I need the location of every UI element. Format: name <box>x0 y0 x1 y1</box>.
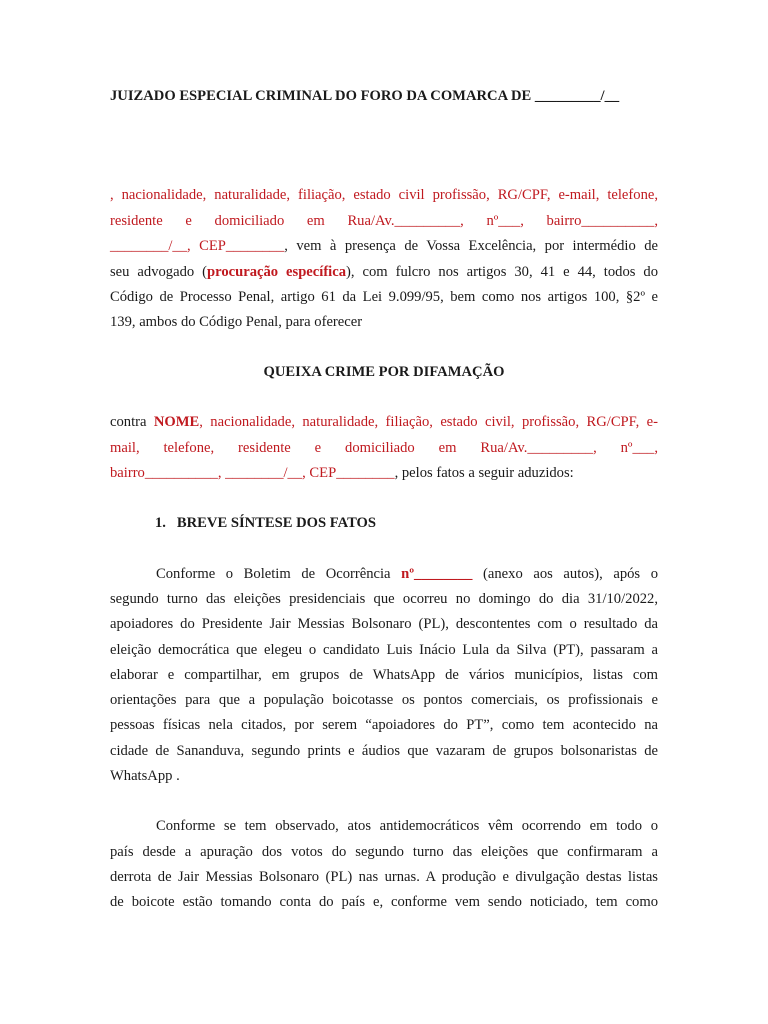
defendant-line-3 <box>110 463 658 483</box>
paragraph1-line-6: orientações para que a população boicotasse os pontos comerciais, os profissionais e <box>110 692 658 708</box>
defendant-details: , nacionalidade, naturalidade, filiação, estado civil, profissão, RG/CPF, e- <box>199 414 658 430</box>
qualification-line-5: Código de Processo Penal, artigo 61 da Lei 9.099/95, bem como nos artigos 100, §2º e <box>110 289 658 305</box>
defendant-line-3-text: , pelos fatos a seguir aduzidos: <box>394 465 574 481</box>
paragraph2-line-4: de boicote estão tomando conta do país e, conforme vem sendo noticiado, tem como <box>110 894 658 910</box>
paragraph1-line-1-end: (anexo aos autos), após o <box>472 566 658 582</box>
defendant-against: contra <box>110 414 154 430</box>
section-title: BREVE SÍNTESE DOS FATOS <box>176 515 377 531</box>
paragraph1-line-8: cidade de Sananduva, segundo prints e áudios que vazaram de grupos bolsonaristas de <box>110 743 658 759</box>
paragraph1-line-5: elaborar e compartilhar, em grupos de WhatsApp de vários municípios, listas com <box>110 667 658 683</box>
section-heading <box>155 513 555 533</box>
section-number: 1. <box>155 515 166 531</box>
qualification-line-4-end: ), com fulcro nos artigos 30, 41 e 44, todos do <box>346 264 658 280</box>
paragraph1-line-2: segundo turno das eleições presidenciais que ocorreu no domingo do dia 31/10/2022, <box>110 591 658 607</box>
paragraph1-line-7: pessoas físicas nela citados, por serem “apoiadores do PT”, como tem acontecido na <box>110 717 658 733</box>
document-title: QUEIXA CRIME POR DIFAMAÇÃO <box>263 364 505 380</box>
paragraph1-line-3: apoiadores do Presidente Jair Messias Bolsonaro (PL), descontentes com o resultado da <box>110 616 658 632</box>
paragraph1-line-4: eleição democrática que elegeu o candidato Luis Inácio Lula da Silva (PT), passaram a <box>110 642 658 658</box>
qualification-line-3-text: , vem à presença de Vossa Excelência, por intermédio de <box>284 238 658 254</box>
paragraph2-line-1: Conforme se tem observado, atos antidemocráticos vêm ocorrendo em todo o <box>156 818 658 834</box>
defendant-line-2: mail, telefone, residente e domiciliado em Rua/Av._________, nº___, <box>110 440 658 456</box>
police-report-number: nº________ <box>401 566 473 582</box>
qualification-line-2: residente e domiciliado em Rua/Av._________, nº___, bairro__________, <box>110 213 658 229</box>
paragraph2-line-2: país desde a apuração dos votos do segundo turno das eleições que confirmaram a <box>110 844 658 860</box>
qualification-line-4-start: seu advogado ( <box>110 264 207 280</box>
paragraph1-line-9: WhatsApp . <box>110 768 180 784</box>
qualification-address-blank: ________/__, CEP________ <box>110 238 285 254</box>
qualification-line-6: 139, ambos do Código Penal, para oferecer <box>110 314 363 330</box>
paragraph2-line-3: derrota de Jair Messias Bolsonaro (PL) nas urnas. A produção e divulgação destas listas <box>110 869 658 885</box>
qualification-line-3 <box>110 236 658 256</box>
defendant-line-1 <box>110 412 658 432</box>
defendant-address-blank: bairro__________, ________/__, CEP________ <box>110 465 395 481</box>
power-of-attorney-note: procuração específica <box>207 264 347 280</box>
paragraph1-line-1 <box>110 564 658 584</box>
defendant-name: NOME <box>153 414 200 430</box>
court-heading: JUIZADO ESPECIAL CRIMINAL DO FORO DA COMARCA DE _________/__ <box>110 88 620 104</box>
paragraph1-line-1-start: Conforme o Boletim de Ocorrência <box>156 566 402 582</box>
qualification-line-4 <box>110 262 658 282</box>
qualification-line-1: , nacionalidade, naturalidade, filiação, estado civil profissão, RG/CPF, e-mail, telefone, <box>110 187 658 203</box>
